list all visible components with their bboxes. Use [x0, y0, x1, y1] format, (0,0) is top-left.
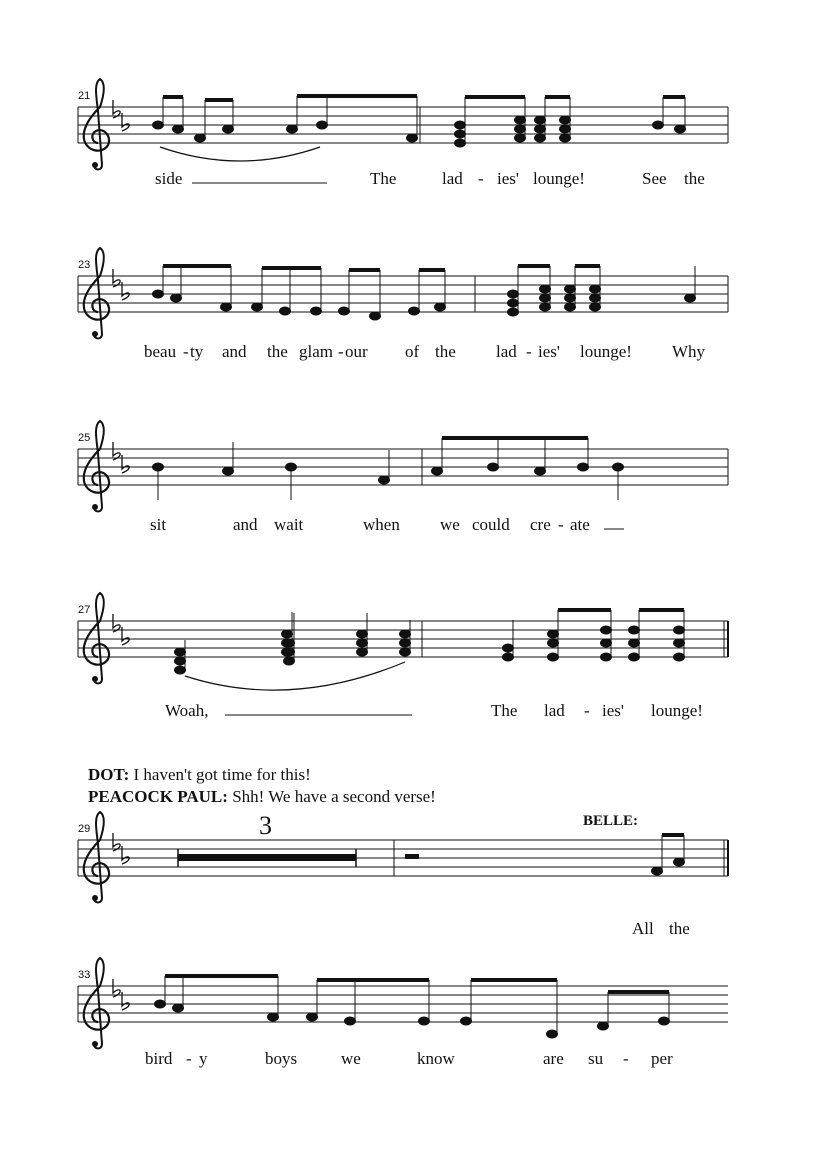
flat-icon [113, 979, 120, 997]
lyric: The [370, 169, 397, 188]
half-rest [405, 854, 419, 859]
lyric: sit [150, 515, 167, 534]
flat-icon [113, 614, 120, 632]
lyric: - [584, 701, 590, 720]
lyric: the [267, 342, 288, 361]
notes [652, 835, 685, 875]
lyric: wait [274, 515, 304, 534]
system-4 [78, 593, 728, 720]
lyric: lounge! [651, 701, 703, 720]
lyric: when [363, 515, 400, 534]
measure-number: 25 [78, 432, 91, 444]
lyric: The [491, 701, 518, 720]
dialogue-line [88, 786, 436, 807]
lyric: beau [144, 342, 177, 361]
lyric: - [478, 169, 484, 188]
measure-number: 33 [78, 969, 91, 981]
lyric: - [338, 342, 344, 361]
lyric: Woah, [165, 701, 209, 720]
lyric: lad [442, 169, 463, 188]
lyric: boys [265, 1049, 298, 1068]
lyric: Why [672, 342, 706, 361]
lyric: our [345, 342, 368, 361]
multi-measure-rest [178, 849, 356, 867]
lyric: ty [190, 342, 204, 361]
system-6 [78, 958, 728, 1068]
dialogue-text: I haven't got time for this! [129, 765, 311, 784]
lyric: lounge! [580, 342, 632, 361]
flat-icon [113, 833, 120, 851]
lyric: All [632, 919, 654, 938]
lyric: See [642, 169, 667, 188]
measure-number: 29 [78, 823, 91, 835]
lyric: of [405, 342, 420, 361]
lyric: - [526, 342, 532, 361]
system-3 [78, 421, 728, 534]
lyric: know [417, 1049, 455, 1068]
lyric: lad [544, 701, 565, 720]
lyric: ate [570, 515, 590, 534]
lyric: ies' [602, 701, 624, 720]
lyric: - [183, 342, 189, 361]
lyric: lad [496, 342, 517, 361]
lyric: the [669, 919, 690, 938]
notes [153, 96, 686, 147]
flat-icon [113, 269, 120, 287]
lyric: su [588, 1049, 604, 1068]
lyric: side [155, 169, 183, 188]
lyric: - [186, 1049, 192, 1068]
lyric: are [543, 1049, 564, 1068]
notes [175, 610, 685, 674]
lyric: bird [145, 1049, 173, 1068]
measure-number: 21 [78, 90, 91, 102]
lyric: could [472, 515, 510, 534]
system-2 [78, 248, 728, 361]
lyric: ies' [538, 342, 560, 361]
flat-icon [113, 442, 120, 460]
system-1 [78, 79, 728, 188]
lyric: we [341, 1049, 361, 1068]
lyric: y [199, 1049, 208, 1068]
speaker-name: PEACOCK PAUL: [88, 787, 228, 806]
dialogue-text: Shh! We have a second verse! [227, 787, 436, 806]
speaker-name: DOT: [88, 765, 130, 784]
lyric: the [684, 169, 705, 188]
lyric: - [623, 1049, 629, 1068]
character-name: BELLE: [583, 813, 639, 829]
lyric: we [440, 515, 460, 534]
lyric: cre [530, 515, 551, 534]
notes [153, 438, 624, 500]
flat-icon [113, 100, 120, 118]
multi-rest-count: 3 [259, 811, 272, 840]
notes [155, 976, 670, 1038]
lyric: lounge! [533, 169, 585, 188]
measure-number: 27 [78, 604, 91, 616]
system-5 [78, 811, 728, 938]
dialogue-line [88, 764, 311, 785]
lyric: per [651, 1049, 673, 1068]
lyric: the [435, 342, 456, 361]
measure-number: 23 [78, 259, 91, 271]
lyric: glam [299, 342, 333, 361]
lyric: and [222, 342, 247, 361]
lyric: - [558, 515, 564, 534]
lyric: ies' [497, 169, 519, 188]
lyric: and [233, 515, 258, 534]
